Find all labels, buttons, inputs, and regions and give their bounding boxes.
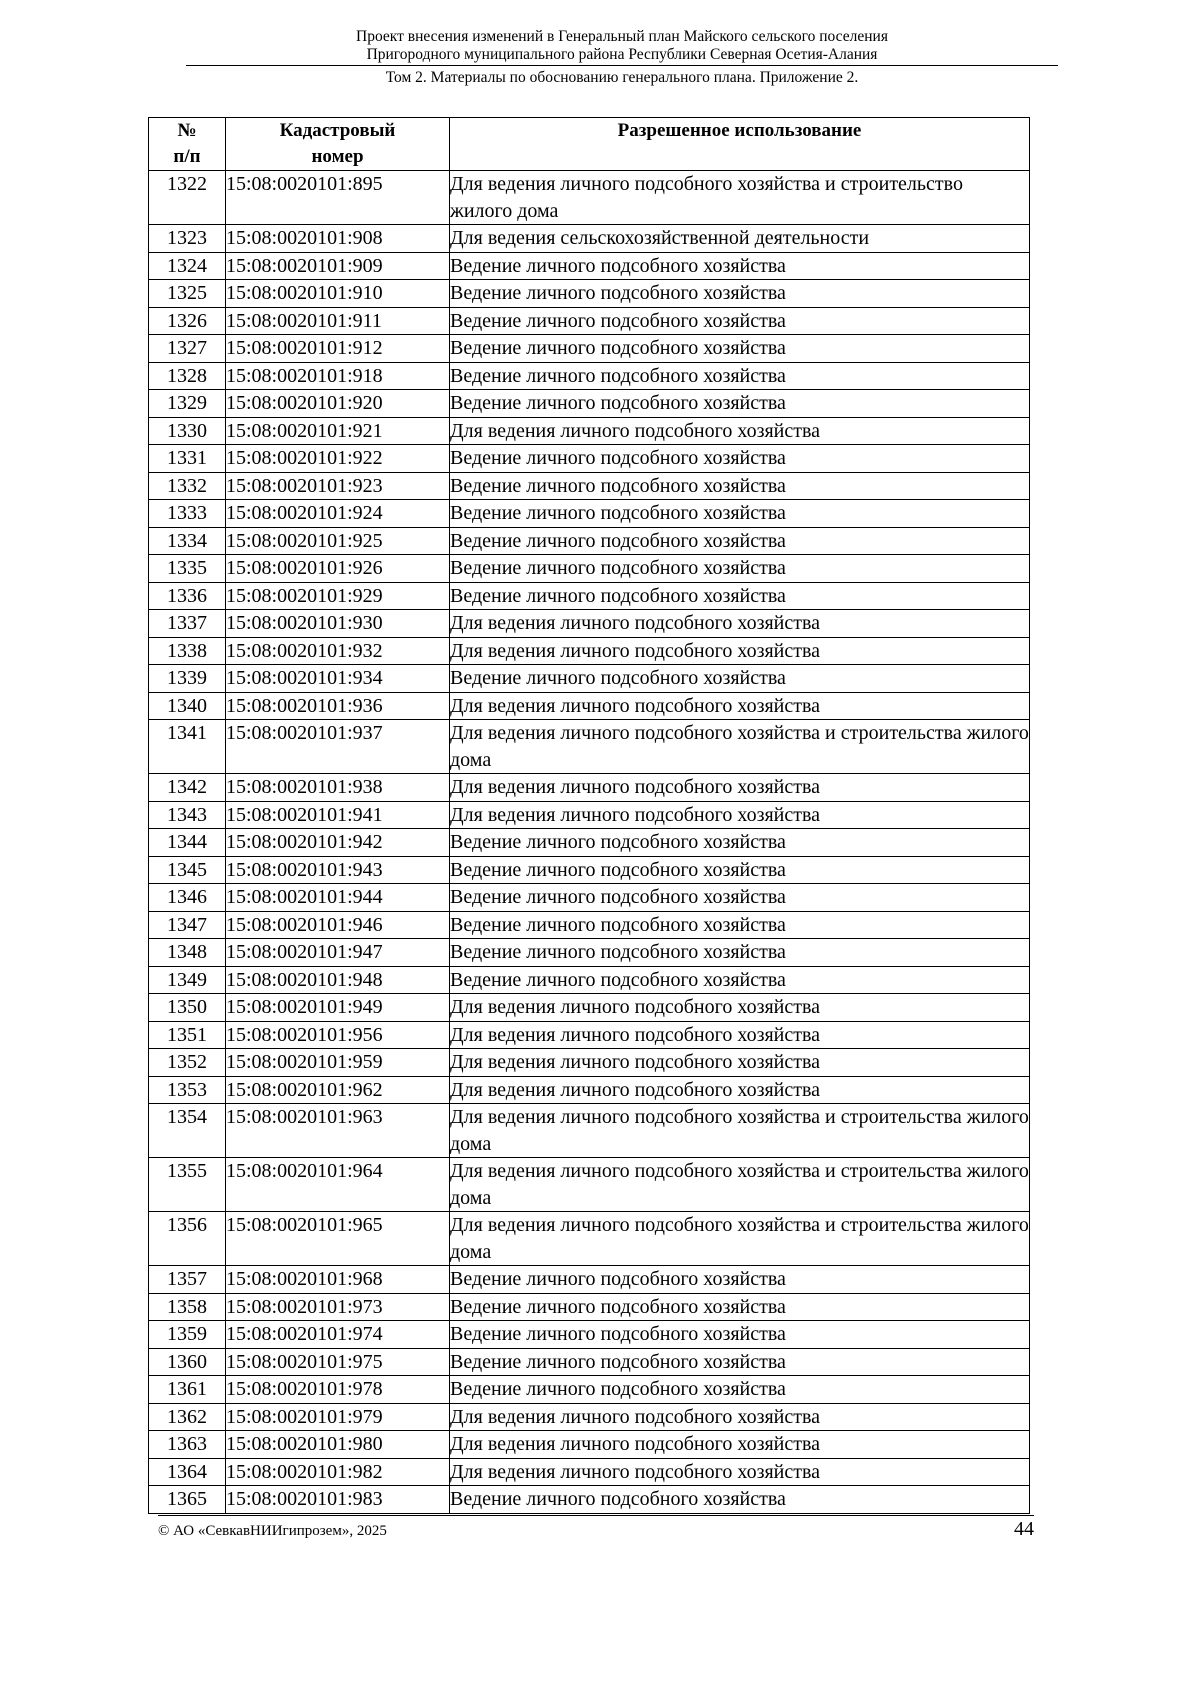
row-number-cell: 1352 bbox=[149, 1049, 226, 1077]
row-number-cell: 1360 bbox=[149, 1348, 226, 1376]
row-number-cell: 1335 bbox=[149, 555, 226, 583]
permitted-use-cell: Ведение личного подсобного хозяйства bbox=[450, 665, 1030, 693]
table-row bbox=[149, 1458, 1030, 1486]
permitted-use-cell: Ведение личного подсобного хозяйства bbox=[450, 884, 1030, 912]
row-number-cell: 1355 bbox=[149, 1158, 226, 1212]
table-row bbox=[149, 472, 1030, 500]
table-row bbox=[149, 307, 1030, 335]
permitted-use-cell: Для ведения личного подсобного хозяйства bbox=[450, 1049, 1030, 1077]
table-row bbox=[149, 720, 1030, 774]
cadastral-number-cell: 15:08:0020101:918 bbox=[226, 362, 450, 390]
row-number-cell: 1333 bbox=[149, 500, 226, 528]
permitted-use-cell: Для ведения личного подсобного хозяйства bbox=[450, 994, 1030, 1022]
cadastral-number-cell: 15:08:0020101:911 bbox=[226, 307, 450, 335]
row-number-cell: 1347 bbox=[149, 911, 226, 939]
permitted-use-cell: Для ведения личного подсобного хозяйства и строительства жилого дома bbox=[450, 1212, 1030, 1266]
cadastral-number-cell: 15:08:0020101:910 bbox=[226, 280, 450, 308]
column-header-number-line-1: № bbox=[177, 120, 197, 141]
cadastral-number-cell: 15:08:0020101:941 bbox=[226, 801, 450, 829]
table-row bbox=[149, 637, 1030, 665]
table-row bbox=[149, 610, 1030, 638]
permitted-use-cell: Для ведения личного подсобного хозяйства и строительство жилого дома bbox=[450, 171, 1030, 225]
table-row bbox=[149, 1348, 1030, 1376]
table-row bbox=[149, 390, 1030, 418]
permitted-use-cell: Ведение личного подсобного хозяйства bbox=[450, 307, 1030, 335]
header-title-line-2: Пригородного муниципального района Республики Северная Осетия-Алания bbox=[366, 46, 878, 63]
table-row bbox=[149, 1431, 1030, 1459]
permitted-use-cell: Ведение личного подсобного хозяйства bbox=[450, 252, 1030, 280]
cadastral-number-cell: 15:08:0020101:980 bbox=[226, 1431, 450, 1459]
row-number-cell: 1343 bbox=[149, 801, 226, 829]
cadastral-number-cell: 15:08:0020101:920 bbox=[226, 390, 450, 418]
permitted-use-cell: Для ведения личного подсобного хозяйства bbox=[450, 1403, 1030, 1431]
table-row bbox=[149, 527, 1030, 555]
cadastral-number-cell: 15:08:0020101:965 bbox=[226, 1212, 450, 1266]
cadastral-number-cell: 15:08:0020101:978 bbox=[226, 1376, 450, 1404]
table-row bbox=[149, 1486, 1030, 1514]
table-row bbox=[149, 939, 1030, 967]
cadastral-number-cell: 15:08:0020101:942 bbox=[226, 829, 450, 857]
permitted-use-cell: Ведение личного подсобного хозяйства bbox=[450, 390, 1030, 418]
row-number-cell: 1349 bbox=[149, 966, 226, 994]
permitted-use-cell: Ведение личного подсобного хозяйства bbox=[450, 280, 1030, 308]
row-number-cell: 1330 bbox=[149, 417, 226, 445]
row-number-cell: 1334 bbox=[149, 527, 226, 555]
row-number-cell: 1364 bbox=[149, 1458, 226, 1486]
permitted-use-cell: Для ведения личного подсобного хозяйства и строительства жилого дома bbox=[450, 1158, 1030, 1212]
row-number-cell: 1339 bbox=[149, 665, 226, 693]
table-row bbox=[149, 665, 1030, 693]
cadastral-number-cell: 15:08:0020101:924 bbox=[226, 500, 450, 528]
permitted-use-cell: Ведение личного подсобного хозяйства bbox=[450, 911, 1030, 939]
cadastral-number-cell: 15:08:0020101:908 bbox=[226, 225, 450, 253]
table-row bbox=[149, 1376, 1030, 1404]
permitted-use-cell: Ведение личного подсобного хозяйства bbox=[450, 582, 1030, 610]
table-row bbox=[149, 1158, 1030, 1212]
row-number-cell: 1338 bbox=[149, 637, 226, 665]
row-number-cell: 1325 bbox=[149, 280, 226, 308]
header-subtitle: Том 2. Материалы по обоснованию генерального плана. Приложение 2. bbox=[385, 69, 859, 86]
table-row bbox=[149, 856, 1030, 884]
cadastral-number-cell: 15:08:0020101:921 bbox=[226, 417, 450, 445]
page-header bbox=[186, 28, 1058, 87]
row-number-cell: 1327 bbox=[149, 335, 226, 363]
permitted-use-cell: Для ведения личного подсобного хозяйства bbox=[450, 801, 1030, 829]
permitted-use-cell: Для ведения личного подсобного хозяйства bbox=[450, 417, 1030, 445]
table-row bbox=[149, 555, 1030, 583]
table-row bbox=[149, 171, 1030, 225]
table-row bbox=[149, 994, 1030, 1022]
table-row bbox=[149, 417, 1030, 445]
permitted-use-cell: Для ведения сельскохозяйственной деятельности bbox=[450, 225, 1030, 253]
column-header-number bbox=[149, 118, 226, 171]
permitted-use-cell: Ведение личного подсобного хозяйства bbox=[450, 966, 1030, 994]
cadastral-number-cell: 15:08:0020101:938 bbox=[226, 774, 450, 802]
permitted-use-cell: Для ведения личного подсобного хозяйства bbox=[450, 637, 1030, 665]
cadastral-number-cell: 15:08:0020101:895 bbox=[226, 171, 450, 225]
permitted-use-cell: Для ведения личного подсобного хозяйства bbox=[450, 1431, 1030, 1459]
cadastral-number-cell: 15:08:0020101:923 bbox=[226, 472, 450, 500]
row-number-cell: 1340 bbox=[149, 692, 226, 720]
row-number-cell: 1326 bbox=[149, 307, 226, 335]
row-number-cell: 1359 bbox=[149, 1321, 226, 1349]
cadastral-number-cell: 15:08:0020101:982 bbox=[226, 1458, 450, 1486]
table-row bbox=[149, 966, 1030, 994]
row-number-cell: 1361 bbox=[149, 1376, 226, 1404]
table-row bbox=[149, 692, 1030, 720]
table-row bbox=[149, 774, 1030, 802]
permitted-use-cell: Для ведения личного подсобного хозяйства bbox=[450, 1458, 1030, 1486]
permitted-use-cell: Ведение личного подсобного хозяйства bbox=[450, 555, 1030, 583]
row-number-cell: 1357 bbox=[149, 1266, 226, 1294]
table-row bbox=[149, 582, 1030, 610]
row-number-cell: 1351 bbox=[149, 1021, 226, 1049]
cadastral-number-cell: 15:08:0020101:929 bbox=[226, 582, 450, 610]
row-number-cell: 1322 bbox=[149, 171, 226, 225]
permitted-use-cell: Для ведения личного подсобного хозяйства bbox=[450, 774, 1030, 802]
cadastral-number-cell: 15:08:0020101:973 bbox=[226, 1293, 450, 1321]
row-number-cell: 1356 bbox=[149, 1212, 226, 1266]
cadastral-number-cell: 15:08:0020101:956 bbox=[226, 1021, 450, 1049]
row-number-cell: 1350 bbox=[149, 994, 226, 1022]
cadastral-number-cell: 15:08:0020101:979 bbox=[226, 1403, 450, 1431]
permitted-use-cell: Для ведения личного подсобного хозяйства bbox=[450, 1021, 1030, 1049]
cadastral-number-cell: 15:08:0020101:963 bbox=[226, 1104, 450, 1158]
cadastral-number-cell: 15:08:0020101:925 bbox=[226, 527, 450, 555]
cadastral-number-cell: 15:08:0020101:930 bbox=[226, 610, 450, 638]
row-number-cell: 1348 bbox=[149, 939, 226, 967]
table-row bbox=[149, 801, 1030, 829]
table-row bbox=[149, 1076, 1030, 1104]
row-number-cell: 1341 bbox=[149, 720, 226, 774]
cadastral-number-cell: 15:08:0020101:948 bbox=[226, 966, 450, 994]
row-number-cell: 1323 bbox=[149, 225, 226, 253]
row-number-cell: 1365 bbox=[149, 1486, 226, 1514]
cadastral-number-cell: 15:08:0020101:962 bbox=[226, 1076, 450, 1104]
permitted-use-cell: Ведение личного подсобного хозяйства bbox=[450, 362, 1030, 390]
permitted-use-cell: Ведение личного подсобного хозяйства bbox=[450, 1348, 1030, 1376]
table-row bbox=[149, 280, 1030, 308]
row-number-cell: 1328 bbox=[149, 362, 226, 390]
cadastral-number-cell: 15:08:0020101:922 bbox=[226, 445, 450, 473]
table-row bbox=[149, 335, 1030, 363]
header-title-line-1: Проект внесения изменений в Генеральный план Майского сельского поселения bbox=[356, 28, 888, 45]
cadastral-number-cell: 15:08:0020101:936 bbox=[226, 692, 450, 720]
permitted-use-cell: Для ведения личного подсобного хозяйства bbox=[450, 1076, 1030, 1104]
cadastral-number-cell: 15:08:0020101:909 bbox=[226, 252, 450, 280]
cadastral-number-cell: 15:08:0020101:912 bbox=[226, 335, 450, 363]
table-row bbox=[149, 829, 1030, 857]
permitted-use-cell: Ведение личного подсобного хозяйства bbox=[450, 472, 1030, 500]
header-divider bbox=[186, 65, 1058, 66]
column-header-cadastral-line-1: Кадастровый bbox=[279, 120, 396, 141]
row-number-cell: 1329 bbox=[149, 390, 226, 418]
table-header-row bbox=[149, 118, 1030, 171]
row-number-cell: 1344 bbox=[149, 829, 226, 857]
table-row bbox=[149, 1293, 1030, 1321]
cadastral-number-cell: 15:08:0020101:934 bbox=[226, 665, 450, 693]
permitted-use-cell: Для ведения личного подсобного хозяйства bbox=[450, 692, 1030, 720]
cadastral-number-cell: 15:08:0020101:932 bbox=[226, 637, 450, 665]
permitted-use-cell: Для ведения личного подсобного хозяйства bbox=[450, 610, 1030, 638]
column-header-cadastral-line-2: номер bbox=[311, 146, 364, 167]
row-number-cell: 1337 bbox=[149, 610, 226, 638]
permitted-use-cell: Ведение личного подсобного хозяйства bbox=[450, 856, 1030, 884]
permitted-use-cell: Ведение личного подсобного хозяйства bbox=[450, 527, 1030, 555]
footer-copyright: © АО «СевкавНИИгипрозем», 2025 bbox=[158, 1523, 387, 1539]
cadastral-number-cell: 15:08:0020101:947 bbox=[226, 939, 450, 967]
cadastral-number-cell: 15:08:0020101:975 bbox=[226, 1348, 450, 1376]
table-row bbox=[149, 1021, 1030, 1049]
table-row bbox=[149, 1321, 1030, 1349]
row-number-cell: 1363 bbox=[149, 1431, 226, 1459]
table-body bbox=[149, 171, 1030, 1514]
permitted-use-cell: Ведение личного подсобного хозяйства bbox=[450, 1321, 1030, 1349]
cadastral-number-cell: 15:08:0020101:964 bbox=[226, 1158, 450, 1212]
row-number-cell: 1362 bbox=[149, 1403, 226, 1431]
permitted-use-cell: Для ведения личного подсобного хозяйства и строительства жилого дома bbox=[450, 1104, 1030, 1158]
table-row bbox=[149, 1212, 1030, 1266]
cadastral-number-cell: 15:08:0020101:974 bbox=[226, 1321, 450, 1349]
table-row bbox=[149, 362, 1030, 390]
cadastral-number-cell: 15:08:0020101:946 bbox=[226, 911, 450, 939]
table-row bbox=[149, 500, 1030, 528]
table-row bbox=[149, 252, 1030, 280]
table-row bbox=[149, 445, 1030, 473]
column-header-permitted-use: Разрешенное использование bbox=[450, 118, 1030, 171]
permitted-use-cell: Ведение личного подсобного хозяйства bbox=[450, 939, 1030, 967]
cadastral-number-cell: 15:08:0020101:944 bbox=[226, 884, 450, 912]
table-row bbox=[149, 1266, 1030, 1294]
permitted-use-cell: Для ведения личного подсобного хозяйства и строительства жилого дома bbox=[450, 720, 1030, 774]
cadastral-number-cell: 15:08:0020101:949 bbox=[226, 994, 450, 1022]
permitted-use-cell: Ведение личного подсобного хозяйства bbox=[450, 1266, 1030, 1294]
row-number-cell: 1331 bbox=[149, 445, 226, 473]
table-row bbox=[149, 225, 1030, 253]
permitted-use-cell: Ведение личного подсобного хозяйства bbox=[450, 1293, 1030, 1321]
table-row bbox=[149, 1104, 1030, 1158]
permitted-use-cell: Ведение личного подсобного хозяйства bbox=[450, 1376, 1030, 1404]
cadastral-number-cell: 15:08:0020101:943 bbox=[226, 856, 450, 884]
cadastral-number-cell: 15:08:0020101:937 bbox=[226, 720, 450, 774]
row-number-cell: 1358 bbox=[149, 1293, 226, 1321]
cadastral-number-cell: 15:08:0020101:926 bbox=[226, 555, 450, 583]
table-row bbox=[149, 884, 1030, 912]
row-number-cell: 1354 bbox=[149, 1104, 226, 1158]
permitted-use-cell: Ведение личного подсобного хозяйства bbox=[450, 1486, 1030, 1514]
row-number-cell: 1353 bbox=[149, 1076, 226, 1104]
permitted-use-cell: Ведение личного подсобного хозяйства bbox=[450, 335, 1030, 363]
row-number-cell: 1342 bbox=[149, 774, 226, 802]
page-number: 44 bbox=[1014, 1518, 1034, 1540]
table-row bbox=[149, 1049, 1030, 1077]
row-number-cell: 1324 bbox=[149, 252, 226, 280]
permitted-use-cell: Ведение личного подсобного хозяйства bbox=[450, 445, 1030, 473]
footer-divider bbox=[158, 1515, 1034, 1516]
row-number-cell: 1346 bbox=[149, 884, 226, 912]
permitted-use-cell: Ведение личного подсобного хозяйства bbox=[450, 500, 1030, 528]
cadastral-number-cell: 15:08:0020101:983 bbox=[226, 1486, 450, 1514]
row-number-cell: 1345 bbox=[149, 856, 226, 884]
row-number-cell: 1332 bbox=[149, 472, 226, 500]
cadastral-number-cell: 15:08:0020101:959 bbox=[226, 1049, 450, 1077]
column-header-cadastral bbox=[226, 118, 450, 171]
land-plots-table bbox=[148, 117, 1030, 1514]
table-row bbox=[149, 911, 1030, 939]
column-header-number-line-2: п/п bbox=[173, 146, 201, 167]
permitted-use-cell: Ведение личного подсобного хозяйства bbox=[450, 829, 1030, 857]
row-number-cell: 1336 bbox=[149, 582, 226, 610]
cadastral-number-cell: 15:08:0020101:968 bbox=[226, 1266, 450, 1294]
table-row bbox=[149, 1403, 1030, 1431]
